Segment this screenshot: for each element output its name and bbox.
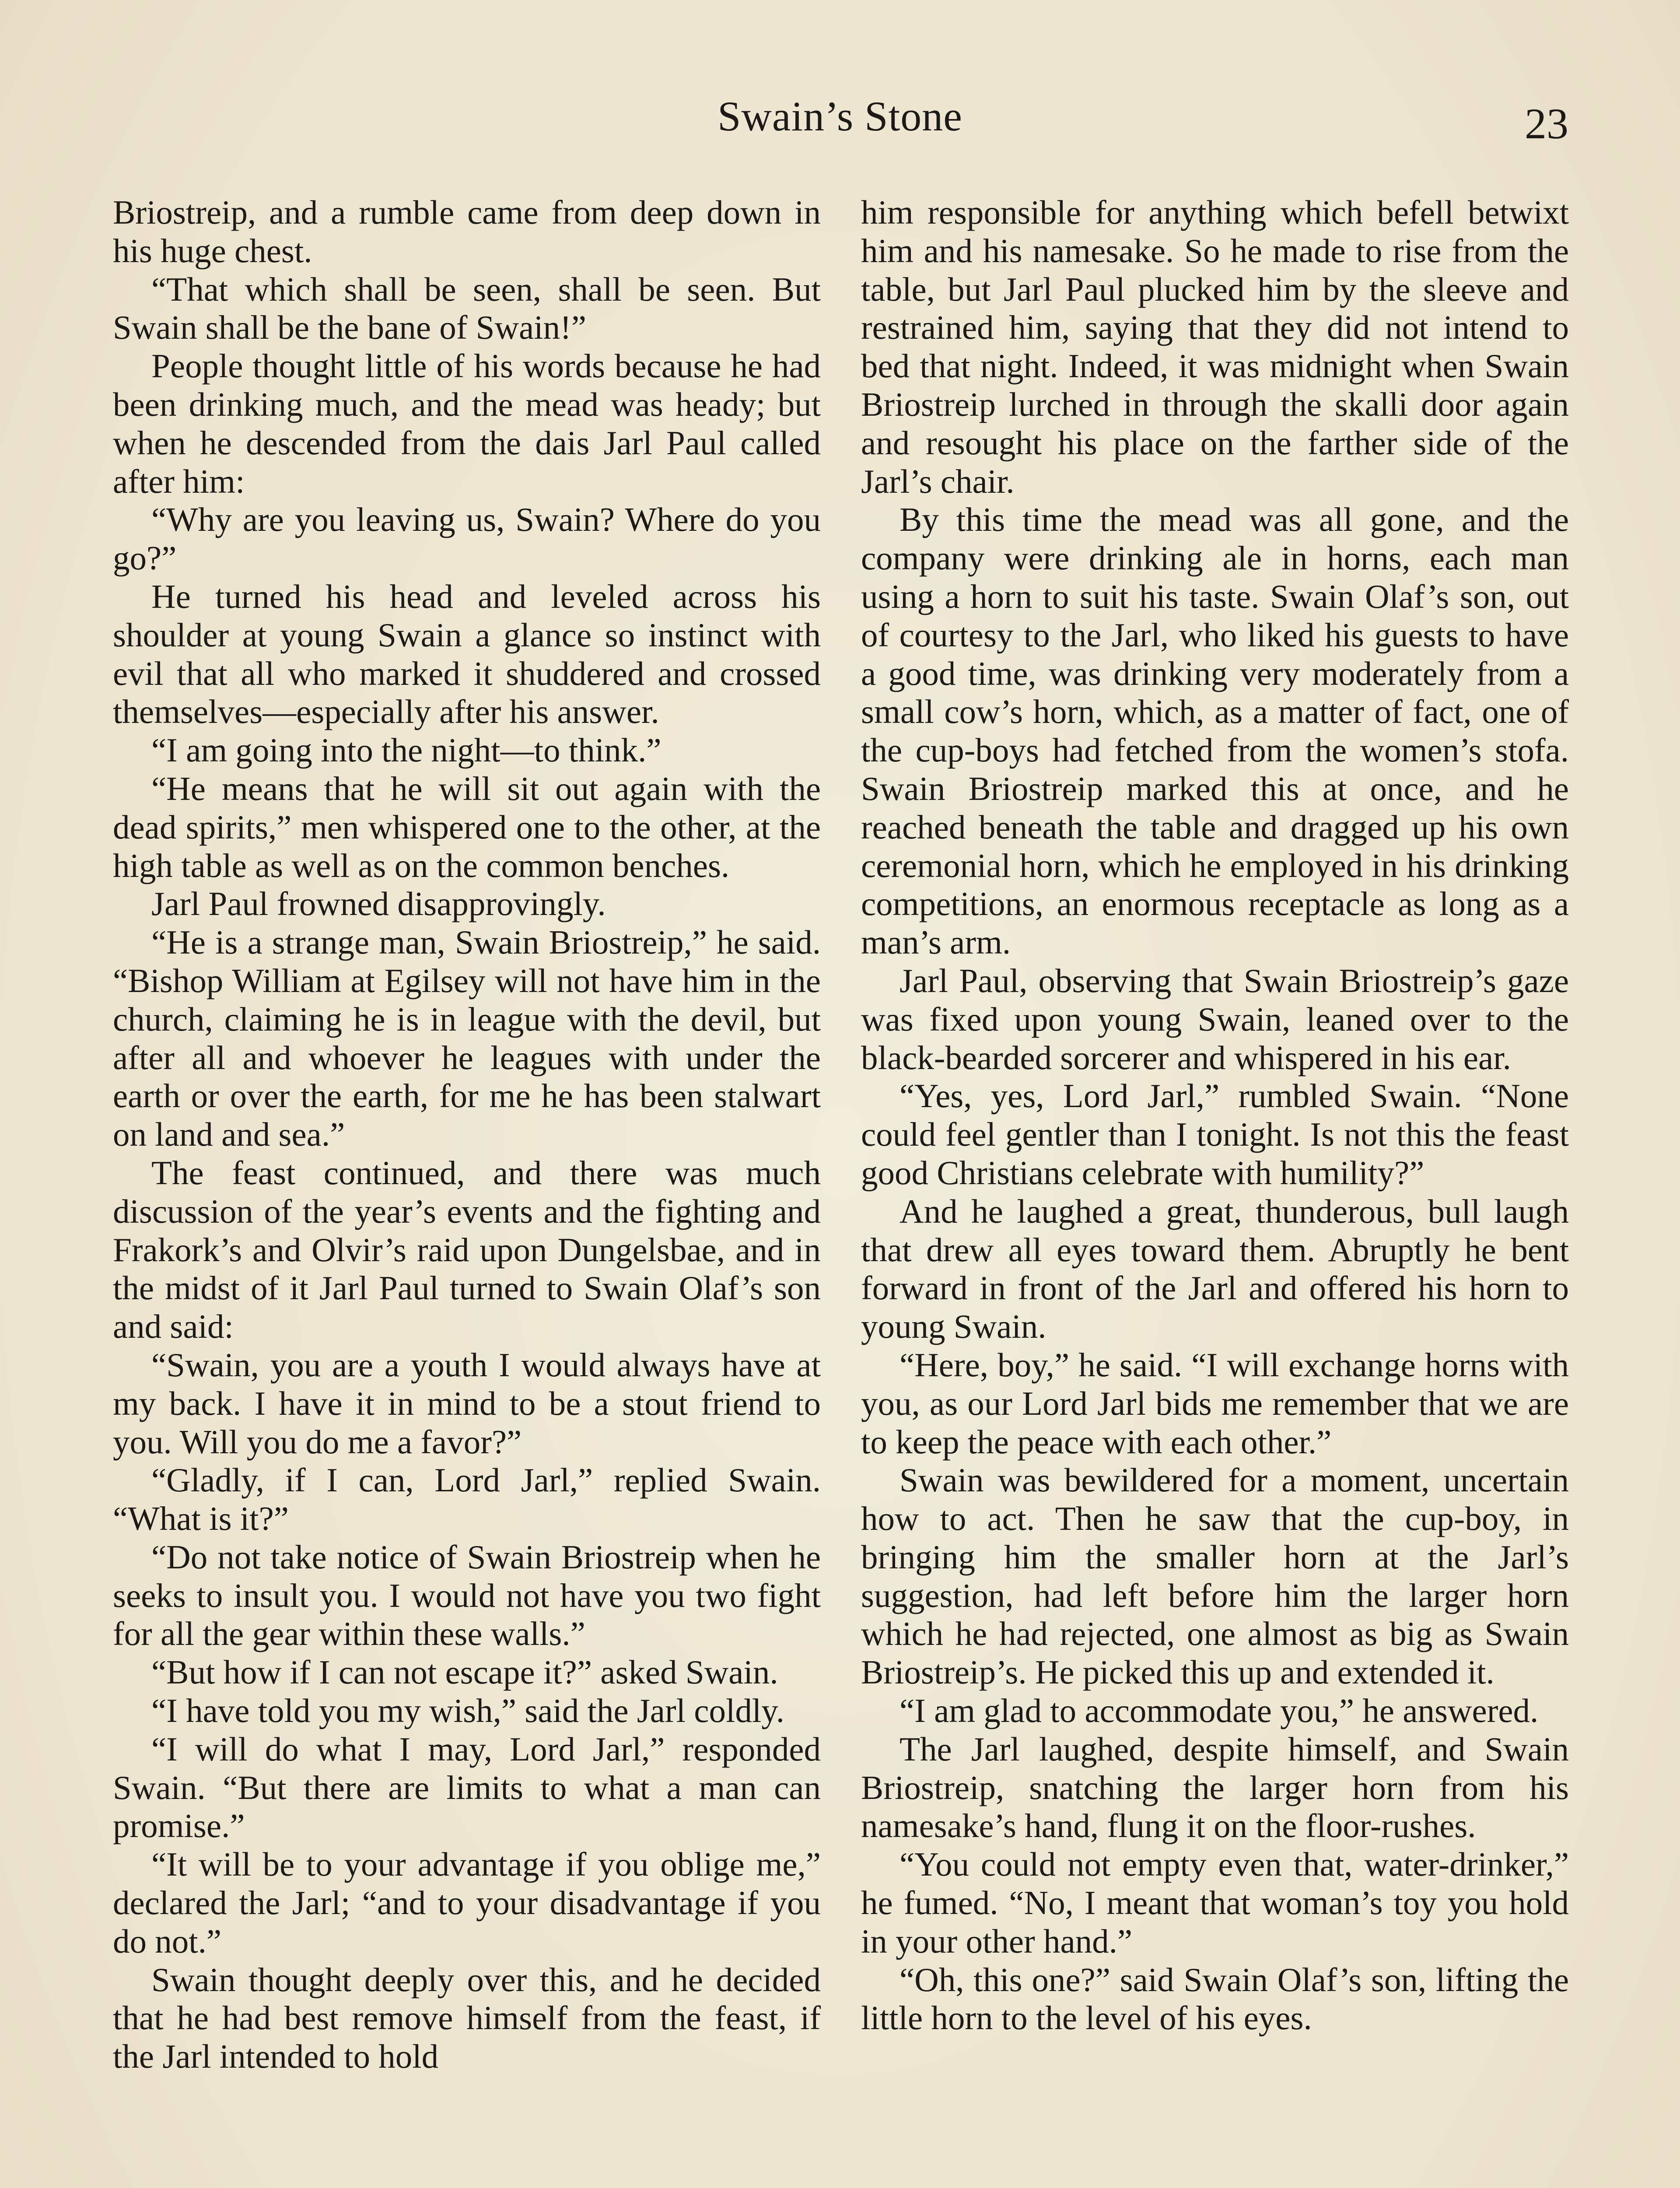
paragraph: By this time the mead was all gone, and the company were drinking ale in horns, each man using a horn to suit his taste. Swain Olaf’s son, out of courtesy to the Jarl, who liked his guests to have a good time, was drinking very moderately from a small cow’s horn, which, as a matter of fact, one of the cup-boys had fetched from the women’s stofa. Swain Briostreip marked this at once, and he reached beneath the table and dragged up his own ceremonial horn, which he employed in his drinking competitions, an enormous receptacle as long as a man’s arm. <box>861 501 1569 961</box>
paragraph: “It will be to your advantage if you oblige me,” declared the Jarl; “and to your disadvantage if you do not.” <box>113 1845 821 1960</box>
paragraph: “I will do what I may, Lord Jarl,” responded Swain. “But there are limits to what a man can promise.” <box>113 1730 821 1845</box>
right-column <box>861 193 1569 2037</box>
paragraph: Jarl Paul frowned disapprovingly. <box>151 885 606 923</box>
paragraph: “I am going into the night—to think.” <box>151 731 662 769</box>
paragraph: “Oh, this one?” said Swain Olaf’s son, lifting the little horn to the level of his eyes. <box>861 1960 1569 2037</box>
paragraph: “Gladly, if I can, Lord Jarl,” replied Swain. “What is it?” <box>113 1461 821 1538</box>
paragraph: “Yes, yes, Lord Jarl,” rumbled Swain. “None could feel gentler than I tonight. Is not this the feast good Christians celebrate with humility?” <box>861 1077 1569 1192</box>
paragraph: him responsible for anything which befell betwixt him and his namesake. So he made to rise from the table, but Jarl Paul plucked him by the sleeve and restrained him, saying that they did not intend to bed that night. Indeed, it was midnight when Swain Briostreip lurched in through the skalli door again and resought his place on the farther side of the Jarl’s chair. <box>861 193 1569 500</box>
paragraph: “I am glad to accommodate you,” he answered. <box>900 1692 1539 1730</box>
paragraph: The feast continued, and there was much discussion of the year’s events and the fighting and Frakork’s and Olvir’s raid upon Dungelsbae, and in the midst of it Jarl Paul turned to Swain Olaf’s son and said: <box>113 1154 821 1346</box>
paragraph: “That which shall be seen, shall be seen. But Swain shall be the bane of Swain!” <box>113 270 821 347</box>
page-number: 23 <box>1525 99 1568 148</box>
paragraph: “He is a strange man, Swain Briostreip,” he said. “Bishop William at Egilsey will not have him in the church, claiming he is in league with the devil, but after all and whoever he leagues with under the earth or over the earth, for me he has been stalwart on land and sea.” <box>113 923 821 1154</box>
left-column <box>113 193 821 2076</box>
paragraph: “You could not empty even that, water-drinker,” he fumed. “No, I meant that woman’s toy you hold in your other hand.” <box>861 1845 1569 1960</box>
paragraph: And he laughed a great, thunderous, bull laugh that drew all eyes toward them. Abruptly he bent forward in front of the Jarl and offered his horn to young Swain. <box>861 1192 1569 1346</box>
paragraph: Jarl Paul, observing that Swain Briostreip’s gaze was fixed upon young Swain, leaned over to the black-bearded sorcerer and whispered in his ear. <box>861 961 1569 1076</box>
paragraph: Swain was bewildered for a moment, uncertain how to act. Then he saw that the cup-boy, in bringing him the smaller horn at the Jarl’s suggestion, had left before him the larger horn which he had rejected, one almost as big as Swain Briostreip’s. He picked this up and extended it. <box>861 1461 1569 1691</box>
paragraph: “Why are you leaving us, Swain? Where do you go?” <box>113 501 821 577</box>
running-head: Swain’s Stone <box>718 93 962 140</box>
paragraph: Briostreip, and a rumble came from deep down in his huge chest. <box>113 193 821 270</box>
paragraph: He turned his head and leveled across his shoulder at young Swain a glance so instinct with evil that all who marked it shuddered and crossed themselves—especially after his answer. <box>113 577 821 731</box>
paragraph: “I have told you my wish,” said the Jarl coldly. <box>151 1692 784 1730</box>
paragraph: The Jarl laughed, despite himself, and Swain Briostreip, snatching the larger horn from his namesake’s hand, flung it on the floor-rushes. <box>861 1730 1569 1845</box>
paragraph: People thought little of his words because he had been drinking much, and the mead was heady; but when he descended from the dais Jarl Paul called after him: <box>113 347 821 500</box>
paragraph: Swain thought deeply over this, and he decided that he had best remove himself from the feast, if the Jarl intended to hold <box>113 1960 821 2076</box>
paragraph: “He means that he will sit out again with the dead spirits,” men whispered one to the other, at the high table as well as on the common benches. <box>113 769 821 884</box>
paragraph: “Here, boy,” he said. “I will exchange horns with you, as our Lord Jarl bids me remember that we are to keep the peace with each other.” <box>861 1346 1569 1461</box>
paragraph: “Swain, you are a youth I would always have at my back. I have it in mind to be a stout friend to you. Will you do me a favor?” <box>113 1346 821 1461</box>
paragraph: “Do not take notice of Swain Briostreip when he seeks to insult you. I would not have you two fight for all the gear within these walls.” <box>113 1538 821 1653</box>
paragraph: “But how if I can not escape it?” asked Swain. <box>151 1653 778 1691</box>
